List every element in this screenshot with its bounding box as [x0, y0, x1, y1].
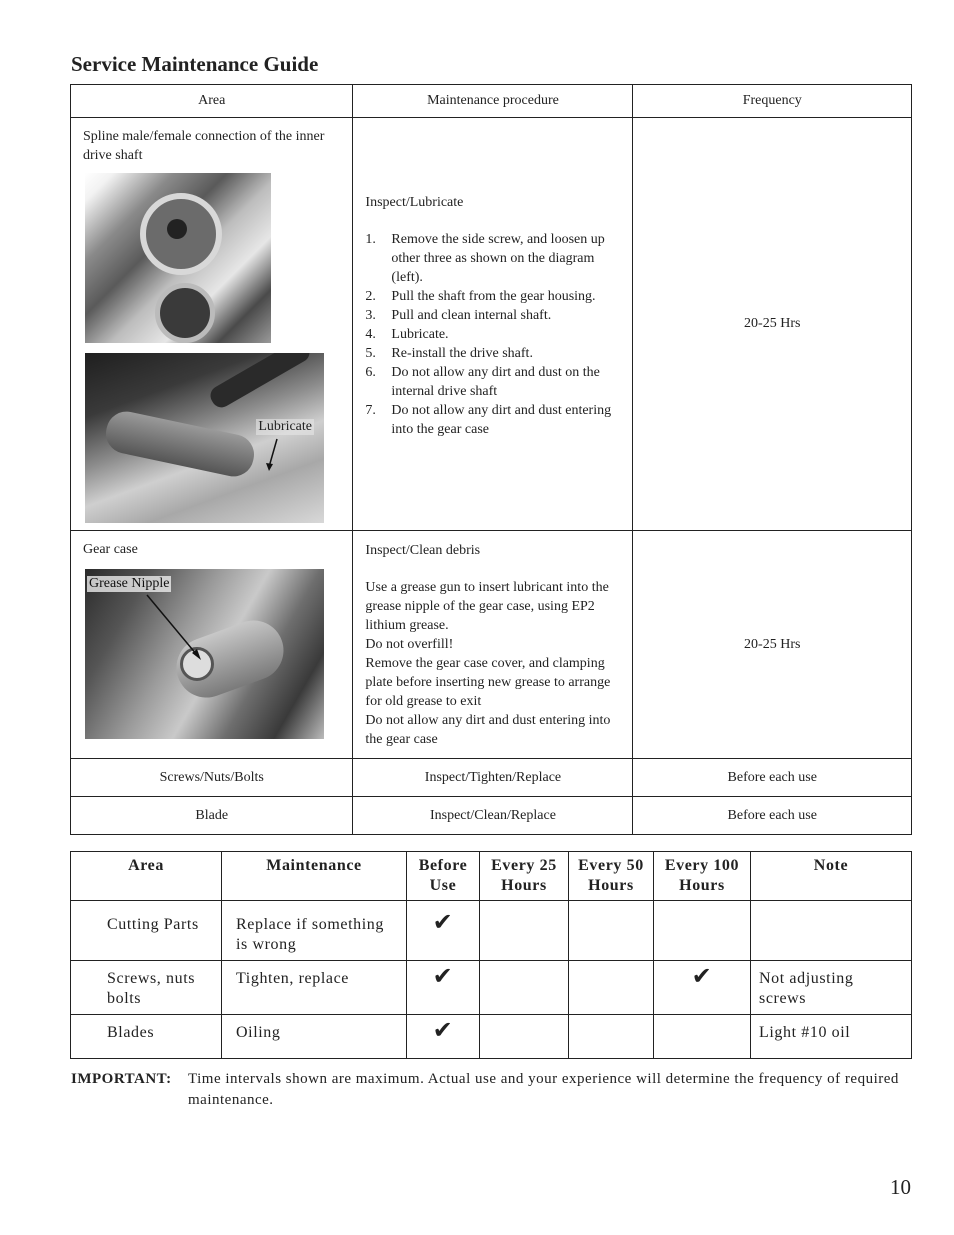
- list-item: 1. Remove the side screw, and loosen up other three as shown on the diagram (left).: [365, 232, 605, 285]
- maintenance-cell: Oiling: [222, 1015, 407, 1059]
- procedure-text: Use a grease gun to insert lubricant into the grease nipple of the gear case, using EP2 lithium grease.: [365, 580, 609, 633]
- header-procedure: Maintenance procedure: [353, 85, 633, 118]
- list-item: 6. Do not allow any dirt and dust on the internal drive shaft: [365, 365, 600, 399]
- gear-case-photo: [85, 569, 324, 739]
- lubricate-photo: [85, 353, 324, 523]
- list-item: 3. Pull and clean internal shaft.: [365, 308, 552, 323]
- list-item: 7. Do not allow any dirt and dust entering into the gear case: [365, 403, 612, 437]
- every-50-cell: [569, 961, 654, 1015]
- drive-shaft-photo: [85, 173, 271, 343]
- schedule-table-header: [71, 852, 912, 901]
- list-item: 5. Re-install the drive shaft.: [365, 346, 533, 361]
- table-row: [71, 1015, 912, 1059]
- area-cell: Screws, nuts bolts: [71, 961, 222, 1015]
- arrow-icon: [145, 593, 205, 663]
- page-number: 10: [890, 1175, 911, 1199]
- procedure-cell: [353, 118, 633, 531]
- header-area: Area: [71, 852, 222, 901]
- procedure-title: Inspect/Clean debris: [365, 543, 481, 558]
- table-row: [71, 961, 912, 1015]
- area-cell: Blade: [71, 797, 353, 835]
- header-before-use: Before Use: [407, 852, 480, 901]
- procedure-steps: [365, 230, 620, 439]
- header-every-25: Every 25 Hours: [480, 852, 569, 901]
- area-cell: Blades: [71, 1015, 222, 1059]
- every-25-cell: [480, 901, 569, 961]
- table-row: [71, 901, 912, 961]
- table-row: [71, 531, 912, 759]
- maintenance-cell: Tighten, replace: [222, 961, 407, 1015]
- important-note: [71, 1069, 911, 1111]
- area-text: Spline male/female connection of the inner drive shaft: [83, 129, 325, 163]
- frequency-cell: Before each use: [633, 797, 912, 835]
- area-cell: [71, 118, 353, 531]
- remove-text: Remove the gear case cover, and clamping plate before inserting new grease to arrange for old grease to exit: [365, 656, 611, 709]
- dirt-warning: Do not allow any dirt and dust entering into the gear case: [365, 713, 611, 747]
- important-label: IMPORTANT:: [71, 1071, 172, 1087]
- arrow-icon: [263, 437, 283, 473]
- check-icon: ✔: [654, 961, 751, 1015]
- check-icon: ✔: [407, 901, 480, 961]
- grease-nipple-label: Grease Nipple: [89, 576, 170, 591]
- check-icon: ✔: [407, 1015, 480, 1059]
- every-100-cell: [654, 901, 751, 961]
- frequency-cell: 20-25 Hrs: [633, 531, 912, 759]
- frequency-cell: Before each use: [633, 759, 912, 797]
- header-frequency: Frequency: [633, 85, 912, 118]
- page-title: Service Maintenance Guide: [71, 52, 319, 76]
- important-text: Time intervals shown are maximum. Actual use and your experience will determine the frequency of required maintenance.: [188, 1071, 899, 1108]
- procedure-cell: Inspect/Clean/Replace: [353, 797, 633, 835]
- header-maintenance: Maintenance: [222, 852, 407, 901]
- table-row: [71, 759, 912, 797]
- area-text: Gear case: [83, 542, 138, 557]
- header-every-100: Every 100 Hours: [654, 852, 751, 901]
- area-cell: Cutting Parts: [71, 901, 222, 961]
- area-cell: [71, 531, 353, 759]
- lubricate-label: Lubricate: [258, 419, 312, 434]
- every-50-cell: [569, 901, 654, 961]
- procedure-cell: Inspect/Tighten/Replace: [353, 759, 633, 797]
- every-100-cell: [654, 1015, 751, 1059]
- header-area: Area: [71, 85, 353, 118]
- maintenance-cell: Replace if something is wrong: [222, 901, 407, 961]
- check-icon: ✔: [407, 961, 480, 1015]
- service-table-header: [71, 85, 912, 118]
- frequency-cell: 20-25 Hrs: [633, 118, 912, 531]
- schedule-table: [70, 851, 912, 1059]
- header-note: Note: [751, 852, 912, 901]
- table-row: [71, 118, 912, 531]
- overfill-warning: Do not overfill!: [365, 637, 454, 652]
- service-table: [70, 84, 912, 835]
- every-50-cell: [569, 1015, 654, 1059]
- list-item: 2. Pull the shaft from the gear housing.: [365, 289, 596, 304]
- note-cell: Light #10 oil: [751, 1015, 912, 1059]
- area-cell: Screws/Nuts/Bolts: [71, 759, 353, 797]
- procedure-title: Inspect/Lubricate: [365, 195, 464, 210]
- note-cell: Not adjusting screws: [751, 961, 912, 1015]
- header-every-50: Every 50 Hours: [569, 852, 654, 901]
- table-row: [71, 797, 912, 835]
- every-25-cell: [480, 1015, 569, 1059]
- list-item: 4. Lubricate.: [365, 327, 449, 342]
- every-25-cell: [480, 961, 569, 1015]
- note-cell: [751, 901, 912, 961]
- procedure-cell: [353, 531, 633, 759]
